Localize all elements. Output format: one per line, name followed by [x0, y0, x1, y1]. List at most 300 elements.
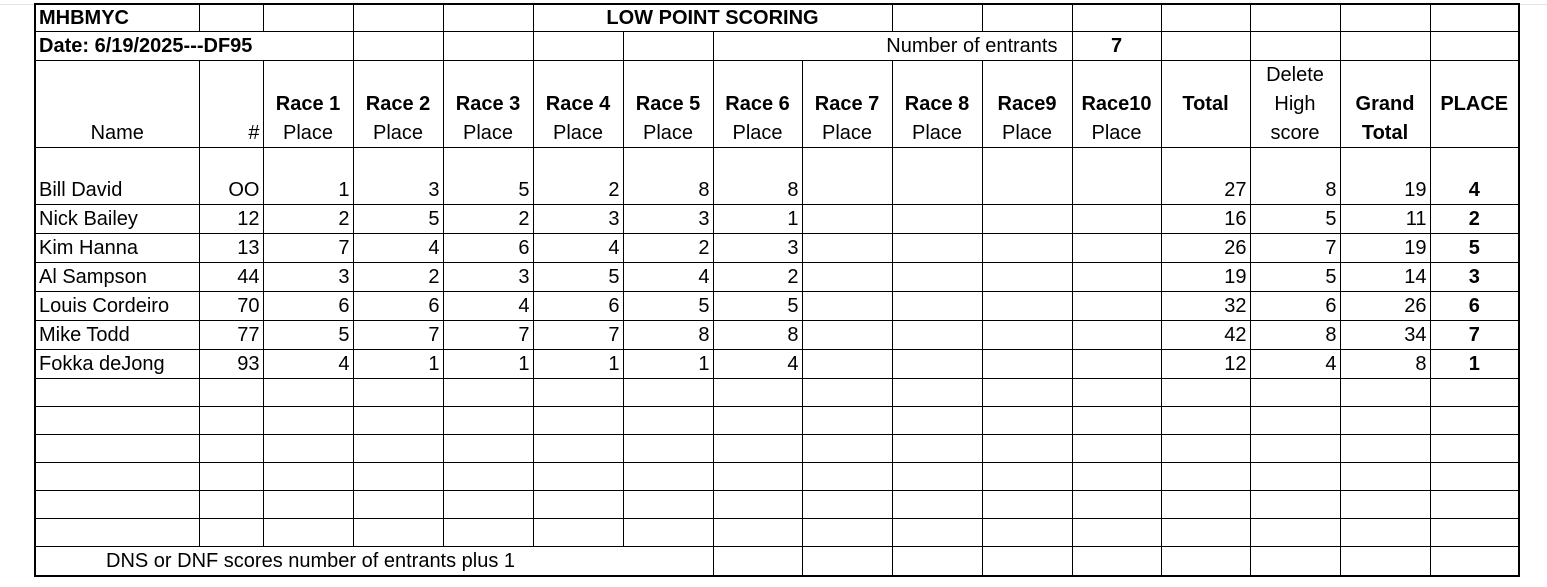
race-place[interactable]: 5	[533, 263, 623, 292]
cell[interactable]	[35, 90, 199, 119]
name-header[interactable]: Name	[35, 119, 199, 148]
sail-number[interactable]: 12	[199, 205, 263, 234]
race-place[interactable]	[892, 205, 982, 234]
race-place[interactable]: 3	[353, 176, 443, 205]
cell[interactable]	[1340, 379, 1430, 407]
place-subheader[interactable]: Place	[533, 119, 623, 148]
sailor-name[interactable]: Nick Bailey	[35, 205, 199, 234]
race-10-header[interactable]: Race10	[1072, 90, 1161, 119]
cell[interactable]	[263, 379, 353, 407]
total-score[interactable]: 12	[1161, 350, 1250, 379]
cell[interactable]	[982, 407, 1072, 435]
final-place[interactable]: 5	[1430, 234, 1519, 263]
cell[interactable]	[1430, 519, 1519, 547]
cell[interactable]	[35, 379, 199, 407]
race-place[interactable]	[892, 350, 982, 379]
place-subheader[interactable]: Place	[982, 119, 1072, 148]
cell[interactable]	[802, 435, 892, 463]
race-place[interactable]	[1072, 234, 1161, 263]
total-header[interactable]: Total	[1161, 90, 1250, 119]
cell[interactable]	[1250, 463, 1340, 491]
final-place[interactable]: 7	[1430, 321, 1519, 350]
cell[interactable]	[982, 547, 1072, 577]
race-2-header[interactable]: Race 2	[353, 90, 443, 119]
cell[interactable]	[982, 435, 1072, 463]
cell[interactable]	[199, 4, 263, 32]
cell[interactable]	[623, 379, 713, 407]
race-5-header[interactable]: Race 5	[623, 90, 713, 119]
race-place[interactable]: 5	[713, 292, 802, 321]
cell[interactable]	[1072, 379, 1161, 407]
cell[interactable]	[892, 4, 982, 32]
cell[interactable]	[1072, 435, 1161, 463]
race-place[interactable]: 2	[353, 263, 443, 292]
cell[interactable]	[713, 379, 802, 407]
cell[interactable]	[1161, 4, 1250, 32]
grand-total[interactable]: 34	[1340, 321, 1430, 350]
cell[interactable]	[1161, 407, 1250, 435]
cell[interactable]	[802, 463, 892, 491]
cell[interactable]	[623, 407, 713, 435]
cell[interactable]	[199, 61, 263, 90]
cell[interactable]	[892, 547, 982, 577]
race-place[interactable]: 4	[263, 350, 353, 379]
cell[interactable]	[1161, 491, 1250, 519]
cell[interactable]	[533, 463, 623, 491]
total-score[interactable]: 26	[1161, 234, 1250, 263]
place-subheader[interactable]: Place	[1072, 119, 1161, 148]
cell[interactable]	[35, 519, 199, 547]
cell[interactable]	[199, 463, 263, 491]
cell[interactable]	[443, 379, 533, 407]
cell[interactable]	[1430, 379, 1519, 407]
race-place[interactable]: 2	[623, 234, 713, 263]
cell[interactable]	[1340, 407, 1430, 435]
cell[interactable]	[35, 61, 199, 90]
place-subheader[interactable]: Place	[713, 119, 802, 148]
race-place[interactable]: 6	[263, 292, 353, 321]
sailor-name[interactable]: Louis Cordeiro	[35, 292, 199, 321]
cell[interactable]	[713, 61, 802, 90]
race-place[interactable]	[802, 234, 892, 263]
race-place[interactable]	[1072, 292, 1161, 321]
race-place[interactable]: 4	[713, 350, 802, 379]
race-place[interactable]	[982, 176, 1072, 205]
cell[interactable]	[623, 491, 713, 519]
cell[interactable]	[623, 61, 713, 90]
cell[interactable]	[892, 463, 982, 491]
cell[interactable]	[1340, 61, 1430, 90]
sheet-title[interactable]: LOW POINT SCORING	[533, 4, 892, 32]
race-4-header[interactable]: Race 4	[533, 90, 623, 119]
place-subheader[interactable]: Place	[623, 119, 713, 148]
cell[interactable]	[353, 407, 443, 435]
cell[interactable]	[713, 463, 802, 491]
delete-high-score[interactable]: 5	[1250, 205, 1340, 234]
place-subheader[interactable]: Place	[443, 119, 533, 148]
cell[interactable]	[199, 491, 263, 519]
final-place[interactable]: 3	[1430, 263, 1519, 292]
cell[interactable]	[199, 407, 263, 435]
entrants-label[interactable]: Number of entrants	[713, 32, 1072, 61]
race-place[interactable]	[892, 234, 982, 263]
race-place[interactable]	[982, 263, 1072, 292]
cell[interactable]	[1072, 61, 1161, 90]
sail-number[interactable]: OO	[199, 176, 263, 205]
cell[interactable]	[802, 491, 892, 519]
grand-total[interactable]: 8	[1340, 350, 1430, 379]
race-place[interactable]: 6	[353, 292, 443, 321]
cell[interactable]	[892, 491, 982, 519]
cell[interactable]	[1340, 435, 1430, 463]
cell[interactable]	[892, 148, 982, 176]
cell[interactable]	[802, 61, 892, 90]
delete-high-score[interactable]: 7	[1250, 234, 1340, 263]
race-place[interactable]: 5	[623, 292, 713, 321]
cell[interactable]	[1340, 148, 1430, 176]
race-place[interactable]	[982, 234, 1072, 263]
cell[interactable]	[1340, 463, 1430, 491]
cell[interactable]	[1430, 491, 1519, 519]
race-place[interactable]	[892, 292, 982, 321]
cell[interactable]	[443, 4, 533, 32]
cell[interactable]	[982, 491, 1072, 519]
place-subheader[interactable]: Place	[263, 119, 353, 148]
cell[interactable]	[443, 519, 533, 547]
cell[interactable]	[199, 379, 263, 407]
cell[interactable]	[1072, 407, 1161, 435]
cell[interactable]	[1161, 379, 1250, 407]
cell[interactable]	[443, 463, 533, 491]
race-place[interactable]: 3	[623, 205, 713, 234]
cell[interactable]	[35, 435, 199, 463]
cell[interactable]	[802, 407, 892, 435]
cell[interactable]	[1430, 61, 1519, 90]
cell[interactable]	[892, 519, 982, 547]
race-place[interactable]: 2	[533, 176, 623, 205]
cell[interactable]	[533, 435, 623, 463]
cell[interactable]	[533, 32, 623, 61]
race-place[interactable]: 1	[443, 350, 533, 379]
place-subheader[interactable]: Place	[892, 119, 982, 148]
sail-number[interactable]: 13	[199, 234, 263, 263]
cell[interactable]	[1072, 4, 1161, 32]
grand-header-line1[interactable]: Grand	[1340, 90, 1430, 119]
race-place[interactable]	[1072, 176, 1161, 205]
race-place[interactable]	[802, 292, 892, 321]
delete-high-score[interactable]: 5	[1250, 263, 1340, 292]
race-place[interactable]	[892, 176, 982, 205]
delete-header-line3[interactable]: score	[1250, 119, 1340, 148]
race-place[interactable]: 1	[263, 176, 353, 205]
cell[interactable]	[1430, 407, 1519, 435]
cell[interactable]	[443, 32, 533, 61]
grand-total[interactable]: 14	[1340, 263, 1430, 292]
cell[interactable]	[353, 4, 443, 32]
cell[interactable]	[892, 407, 982, 435]
sail-number[interactable]: 44	[199, 263, 263, 292]
place-subheader[interactable]: Place	[802, 119, 892, 148]
cell[interactable]	[533, 148, 623, 176]
cell[interactable]	[982, 61, 1072, 90]
sail-number[interactable]: 93	[199, 350, 263, 379]
cell[interactable]	[1340, 32, 1430, 61]
delete-high-score[interactable]: 4	[1250, 350, 1340, 379]
race-place[interactable]: 6	[533, 292, 623, 321]
race-place[interactable]: 6	[443, 234, 533, 263]
cell[interactable]	[1430, 4, 1519, 32]
cell[interactable]	[533, 61, 623, 90]
sail-number[interactable]: 77	[199, 321, 263, 350]
total-score[interactable]: 32	[1161, 292, 1250, 321]
cell[interactable]	[1161, 463, 1250, 491]
race-place[interactable]: 7	[263, 234, 353, 263]
race-place[interactable]: 5	[443, 176, 533, 205]
delete-header-line2[interactable]: High	[1250, 90, 1340, 119]
final-place[interactable]: 1	[1430, 350, 1519, 379]
cell[interactable]	[982, 379, 1072, 407]
cell[interactable]	[1250, 491, 1340, 519]
total-score[interactable]: 19	[1161, 263, 1250, 292]
cell[interactable]	[353, 435, 443, 463]
cell[interactable]	[443, 148, 533, 176]
race-place[interactable]	[802, 321, 892, 350]
cell[interactable]	[199, 519, 263, 547]
cell[interactable]	[263, 407, 353, 435]
delete-high-score[interactable]: 8	[1250, 321, 1340, 350]
place-header[interactable]: PLACE	[1430, 90, 1519, 119]
cell[interactable]	[892, 61, 982, 90]
cell[interactable]	[353, 148, 443, 176]
cell[interactable]	[353, 463, 443, 491]
cell[interactable]	[1161, 119, 1250, 148]
grand-total[interactable]: 19	[1340, 234, 1430, 263]
race-8-header[interactable]: Race 8	[892, 90, 982, 119]
sailor-name[interactable]: Fokka deJong	[35, 350, 199, 379]
cell[interactable]	[353, 379, 443, 407]
cell[interactable]	[892, 435, 982, 463]
sailor-name[interactable]: Mike Todd	[35, 321, 199, 350]
cell[interactable]	[263, 148, 353, 176]
race-place[interactable]: 5	[263, 321, 353, 350]
cell[interactable]	[713, 547, 802, 577]
cell[interactable]	[982, 463, 1072, 491]
cell[interactable]	[533, 519, 623, 547]
cell[interactable]	[1340, 4, 1430, 32]
cell[interactable]	[713, 407, 802, 435]
final-place[interactable]: 4	[1430, 176, 1519, 205]
race-place[interactable]: 4	[353, 234, 443, 263]
race-place[interactable]	[892, 263, 982, 292]
cell[interactable]	[1161, 148, 1250, 176]
place-subheader[interactable]: Place	[353, 119, 443, 148]
cell[interactable]	[263, 519, 353, 547]
race-7-header[interactable]: Race 7	[802, 90, 892, 119]
total-score[interactable]: 42	[1161, 321, 1250, 350]
entrants-count[interactable]: 7	[1072, 32, 1161, 61]
race-place[interactable]: 3	[443, 263, 533, 292]
cell[interactable]	[982, 519, 1072, 547]
cell[interactable]	[1161, 61, 1250, 90]
cell[interactable]	[713, 519, 802, 547]
cell[interactable]	[1430, 148, 1519, 176]
cell[interactable]	[623, 519, 713, 547]
cell[interactable]	[623, 148, 713, 176]
race-place[interactable]	[982, 321, 1072, 350]
cell[interactable]	[982, 4, 1072, 32]
race-place[interactable]: 2	[713, 263, 802, 292]
race-place[interactable]	[982, 350, 1072, 379]
race-place[interactable]: 4	[443, 292, 533, 321]
race-place[interactable]: 4	[623, 263, 713, 292]
cell[interactable]	[199, 90, 263, 119]
cell[interactable]	[263, 4, 353, 32]
cell[interactable]	[1340, 547, 1430, 577]
race-place[interactable]	[982, 292, 1072, 321]
race-place[interactable]	[1072, 205, 1161, 234]
cell[interactable]	[623, 32, 713, 61]
cell[interactable]	[802, 148, 892, 176]
cell[interactable]	[1250, 379, 1340, 407]
grand-total[interactable]: 11	[1340, 205, 1430, 234]
cell[interactable]	[263, 61, 353, 90]
cell[interactable]	[353, 491, 443, 519]
cell[interactable]	[533, 379, 623, 407]
race-place[interactable]	[892, 321, 982, 350]
cell[interactable]	[1161, 519, 1250, 547]
cell[interactable]	[35, 491, 199, 519]
cell[interactable]	[802, 519, 892, 547]
cell[interactable]	[1072, 148, 1161, 176]
cell[interactable]	[263, 463, 353, 491]
delete-high-score[interactable]: 8	[1250, 176, 1340, 205]
cell[interactable]	[443, 61, 533, 90]
cell[interactable]	[35, 463, 199, 491]
race-place[interactable]	[802, 350, 892, 379]
cell[interactable]	[1250, 148, 1340, 176]
race-place[interactable]: 8	[623, 321, 713, 350]
cell[interactable]	[35, 148, 199, 176]
race-place[interactable]: 8	[713, 176, 802, 205]
cell[interactable]	[1430, 119, 1519, 148]
grand-header-line2[interactable]: Total	[1340, 119, 1430, 148]
cell[interactable]	[263, 435, 353, 463]
race-place[interactable]: 4	[533, 234, 623, 263]
cell[interactable]	[443, 407, 533, 435]
sailor-name[interactable]: Kim Hanna	[35, 234, 199, 263]
race-place[interactable]	[1072, 263, 1161, 292]
cell[interactable]	[199, 435, 263, 463]
race-place[interactable]	[802, 263, 892, 292]
cell[interactable]	[1430, 463, 1519, 491]
cell[interactable]	[1250, 435, 1340, 463]
race-place[interactable]: 2	[443, 205, 533, 234]
race-place[interactable]	[1072, 350, 1161, 379]
date-label[interactable]: Date: 6/19/2025---DF95	[35, 32, 353, 61]
race-3-header[interactable]: Race 3	[443, 90, 533, 119]
race-place[interactable]	[802, 205, 892, 234]
race-place[interactable]: 3	[263, 263, 353, 292]
race-place[interactable]: 7	[443, 321, 533, 350]
race-place[interactable]: 5	[353, 205, 443, 234]
cell[interactable]	[1430, 32, 1519, 61]
cell[interactable]	[1250, 407, 1340, 435]
cell[interactable]	[1072, 491, 1161, 519]
cell[interactable]	[1430, 547, 1519, 577]
cell[interactable]	[35, 407, 199, 435]
cell[interactable]	[1250, 32, 1340, 61]
cell[interactable]	[443, 435, 533, 463]
race-place[interactable]: 8	[623, 176, 713, 205]
sail-number[interactable]: 70	[199, 292, 263, 321]
delete-high-score[interactable]: 6	[1250, 292, 1340, 321]
cell[interactable]	[1340, 519, 1430, 547]
cell[interactable]	[1250, 4, 1340, 32]
cell[interactable]	[1161, 32, 1250, 61]
total-score[interactable]: 16	[1161, 205, 1250, 234]
race-place[interactable]: 7	[533, 321, 623, 350]
cell[interactable]	[263, 491, 353, 519]
cell[interactable]	[802, 547, 892, 577]
org-name[interactable]: MHBMYC	[35, 4, 199, 32]
race-place[interactable]	[1072, 321, 1161, 350]
cell[interactable]	[1161, 435, 1250, 463]
race-place[interactable]: 1	[713, 205, 802, 234]
delete-header-line1[interactable]: Delete	[1250, 61, 1340, 90]
cell[interactable]	[533, 407, 623, 435]
cell[interactable]	[1430, 435, 1519, 463]
race-place[interactable]: 1	[353, 350, 443, 379]
cell[interactable]	[533, 491, 623, 519]
cell[interactable]	[623, 435, 713, 463]
cell[interactable]	[1161, 547, 1250, 577]
number-header[interactable]: #	[199, 119, 263, 148]
sailor-name[interactable]: Al Sampson	[35, 263, 199, 292]
cell[interactable]	[802, 379, 892, 407]
cell[interactable]	[353, 519, 443, 547]
cell[interactable]	[353, 61, 443, 90]
cell[interactable]	[713, 491, 802, 519]
cell[interactable]	[1340, 491, 1430, 519]
total-score[interactable]: 27	[1161, 176, 1250, 205]
cell[interactable]	[443, 491, 533, 519]
final-place[interactable]: 6	[1430, 292, 1519, 321]
race-place[interactable]	[802, 176, 892, 205]
race-place[interactable]: 7	[353, 321, 443, 350]
cell[interactable]	[1250, 519, 1340, 547]
cell[interactable]	[713, 435, 802, 463]
race-place[interactable]: 8	[713, 321, 802, 350]
final-place[interactable]: 2	[1430, 205, 1519, 234]
race-place[interactable]	[982, 205, 1072, 234]
cell[interactable]	[892, 379, 982, 407]
cell[interactable]	[713, 148, 802, 176]
cell[interactable]	[199, 148, 263, 176]
grand-total[interactable]: 19	[1340, 176, 1430, 205]
race-place[interactable]: 1	[623, 350, 713, 379]
race-place[interactable]: 3	[713, 234, 802, 263]
cell[interactable]	[1072, 547, 1161, 577]
cell[interactable]	[1072, 519, 1161, 547]
footer-note[interactable]: DNS or DNF scores number of entrants plus 1	[35, 547, 713, 577]
cell[interactable]	[623, 463, 713, 491]
race-6-header[interactable]: Race 6	[713, 90, 802, 119]
race-place[interactable]: 3	[533, 205, 623, 234]
sailor-name[interactable]: Bill David	[35, 176, 199, 205]
race-1-header[interactable]: Race 1	[263, 90, 353, 119]
race-place[interactable]: 1	[533, 350, 623, 379]
cell[interactable]	[1250, 547, 1340, 577]
